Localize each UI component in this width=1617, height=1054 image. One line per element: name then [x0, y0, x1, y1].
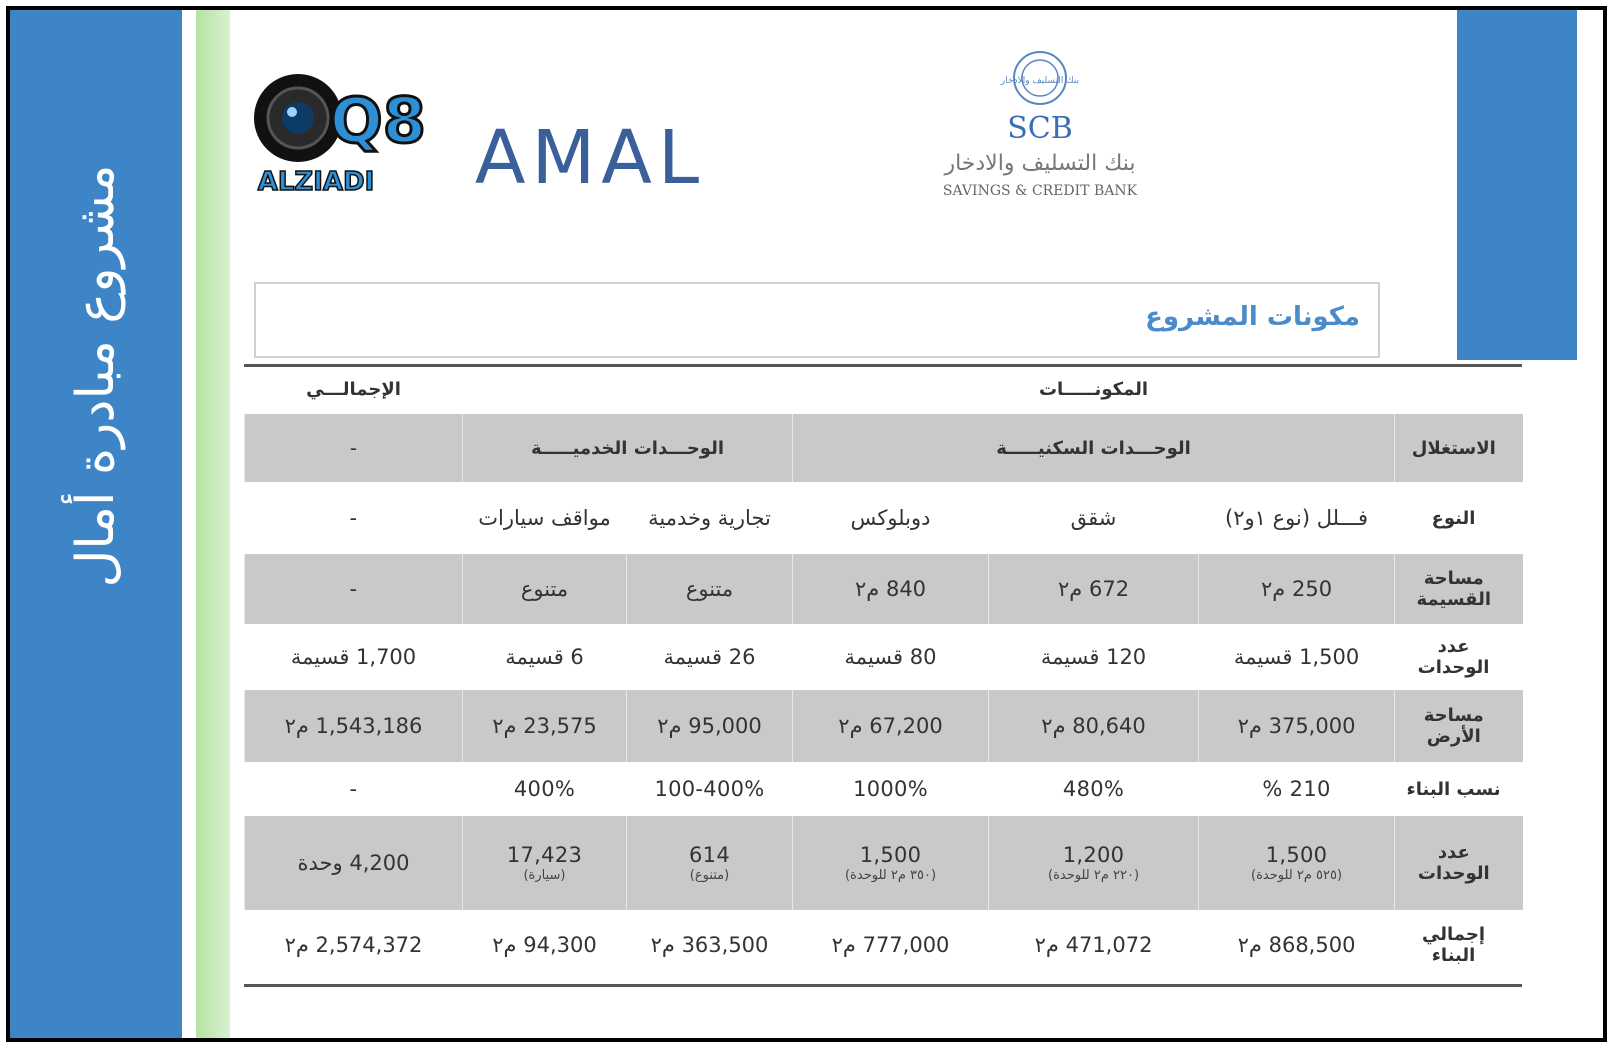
usage-row	[245, 414, 1523, 482]
section-title: مكونات المشروع	[1145, 302, 1360, 332]
cell-value: 777,000 م٢	[831, 933, 950, 957]
cell-subtext: (٢٢٠ م٢ للوحدة)	[1048, 868, 1140, 883]
cell-value: شقق	[1070, 506, 1117, 530]
table-cell	[627, 482, 793, 554]
table-cell	[245, 482, 463, 554]
table-cell	[1199, 690, 1395, 762]
amal-logo-text: AMAL	[474, 115, 706, 201]
table-cell	[793, 624, 989, 690]
table-cell	[463, 690, 627, 762]
row-label: إجمالي البناء	[1422, 924, 1485, 966]
cell-value: 26 قسيمة	[663, 645, 756, 669]
table-cell	[627, 690, 793, 762]
cell-value: 2,574,372 م٢	[284, 933, 423, 957]
cell-subtext: (متنوع)	[689, 868, 730, 883]
scb-english-name: SAVINGS & CREDIT BANK	[942, 183, 1138, 199]
cell-value: تجارية وخدمية	[648, 506, 771, 530]
table-cell	[793, 482, 989, 554]
vertical-title: مشروع مبادرة أمال	[66, 164, 126, 588]
table-cell	[989, 816, 1199, 910]
row-label: النوع	[1431, 507, 1476, 529]
cell-value: 1,500	[859, 843, 922, 867]
row-label: مساحة القسيمة	[1395, 554, 1523, 624]
table-row	[245, 816, 1523, 910]
cell-value: فـــلل (نوع ١و٢)	[1225, 506, 1369, 530]
cell-subtext: (٣٥٠ م٢ للوحدة)	[844, 868, 937, 883]
table-cell	[793, 554, 989, 624]
cell-value: 100-400%	[654, 777, 765, 801]
alziadi-logo-text: ALZIADI	[257, 167, 375, 197]
table-cell	[1199, 482, 1395, 554]
table-cell	[245, 816, 463, 910]
table-cell	[627, 762, 793, 816]
table-cell	[1199, 762, 1395, 816]
table-bottom-rule	[244, 984, 1522, 987]
cell-value: 6 قسيمة	[505, 645, 584, 669]
table-cell	[793, 910, 989, 980]
row-label: نسب البناء	[1406, 778, 1501, 800]
usage-total: -	[245, 414, 463, 482]
cell-value: 480%	[1062, 777, 1125, 801]
amal-logo	[455, 115, 725, 201]
table-cell	[463, 482, 627, 554]
table-cell	[245, 762, 463, 816]
table-row	[245, 624, 1523, 690]
cell-value: متنوع	[520, 577, 569, 601]
table-cell	[989, 482, 1199, 554]
cell-value: 614	[689, 843, 730, 867]
cell-value: 23,575 م٢	[492, 714, 597, 738]
cell-value: 94,300 م٢	[492, 933, 597, 957]
table-row	[245, 910, 1523, 980]
table-cell	[463, 554, 627, 624]
table-cell	[245, 910, 463, 980]
residential-units-header: الوحـــدات السكنيـــــة	[793, 414, 1395, 482]
table-cell	[1199, 910, 1395, 980]
cell-value: 672 م٢	[1058, 577, 1130, 601]
cell-subtext: (٥٢٥ م٢ للوحدة)	[1251, 868, 1343, 883]
section-header-box	[254, 282, 1380, 358]
table-row	[245, 690, 1523, 762]
cell-value: 471,072 م٢	[1034, 933, 1153, 957]
service-units-header: الوحـــدات الخدميـــــة	[463, 414, 793, 482]
cell-value: 1,700 قسيمة	[290, 645, 417, 669]
cell-value: 400%	[513, 777, 576, 801]
table-cell	[989, 554, 1199, 624]
table-cell	[793, 762, 989, 816]
table-cell	[463, 762, 627, 816]
table-cell	[245, 554, 463, 624]
cell-value: -	[349, 577, 358, 601]
right-accent-band	[1457, 10, 1577, 360]
cell-value: 1,500	[1265, 843, 1328, 867]
table-cell	[245, 624, 463, 690]
table-cell	[245, 690, 463, 762]
green-accent-strip	[196, 10, 230, 1038]
cell-subtext: (سيارة)	[523, 868, 566, 883]
cell-value: 375,000 م٢	[1237, 714, 1356, 738]
scb-emblem-text: بنك التسليف والادخار	[1000, 76, 1080, 86]
table-cell	[463, 816, 627, 910]
cell-value: 95,000 م٢	[657, 714, 762, 738]
row-label: عدد الوحدات	[1395, 816, 1523, 910]
q8-logo-text: Q8	[330, 84, 426, 157]
table-cell	[989, 624, 1199, 690]
row-label: مساحة الأرض	[1395, 690, 1523, 762]
cell-value: 120 قسيمة	[1040, 645, 1147, 669]
table-top-rule	[244, 364, 1522, 367]
table-cell	[1199, 816, 1395, 910]
cell-value: 1000%	[853, 777, 928, 801]
cell-value: 80 قسيمة	[844, 645, 937, 669]
scb-logo	[910, 48, 1170, 208]
scb-arabic-name: بنك التسليف والادخار	[944, 151, 1136, 176]
table-cell	[989, 690, 1199, 762]
cell-value: 1,200	[1062, 843, 1125, 867]
table-cell	[627, 816, 793, 910]
cell-value: 67,200 م٢	[838, 714, 943, 738]
table-cell	[627, 624, 793, 690]
header-total: الإجمالـــي	[306, 378, 401, 400]
table-cell	[627, 910, 793, 980]
left-title-band	[10, 10, 182, 1038]
cell-value: 1,543,186 م٢	[284, 714, 423, 738]
table-cell	[989, 762, 1199, 816]
table-cell	[989, 910, 1199, 980]
table-cell	[1199, 554, 1395, 624]
row-label: عدد الوحدات	[1417, 636, 1490, 678]
cell-value: -	[349, 506, 358, 530]
cell-value: 250 م٢	[1261, 577, 1333, 601]
cell-value: 1,500 قسيمة	[1233, 645, 1360, 669]
cell-value: متنوع	[685, 577, 734, 601]
table-cell	[463, 624, 627, 690]
cell-value: 840 م٢	[854, 577, 927, 601]
table-cell	[1199, 624, 1395, 690]
table-row	[245, 482, 1523, 554]
table-cell	[793, 690, 989, 762]
table-cell	[627, 554, 793, 624]
cell-value: 4,200 وحدة	[297, 851, 410, 875]
cell-value: مواقف سيارات	[478, 506, 611, 530]
table-cell	[463, 910, 627, 980]
cell-value: 80,640 م٢	[1041, 714, 1146, 738]
cell-value: 868,500 م٢	[1237, 933, 1356, 957]
header-components: المكونـــــات	[1038, 378, 1149, 400]
cell-value: -	[349, 777, 358, 801]
cell-value: 210 %	[1262, 777, 1331, 801]
project-components-table	[244, 364, 1523, 980]
row-label: الاستغلال	[1395, 414, 1523, 482]
cell-value: 17,423	[506, 843, 583, 867]
table-row	[245, 554, 1523, 624]
scb-abbr-text: SCB	[1007, 111, 1073, 146]
q8-alziadi-logo	[246, 56, 426, 197]
cell-value: 363,500 م٢	[650, 933, 769, 957]
cell-value: دوبلوكس	[850, 506, 931, 530]
table-row	[245, 762, 1523, 816]
table-cell	[793, 816, 989, 910]
